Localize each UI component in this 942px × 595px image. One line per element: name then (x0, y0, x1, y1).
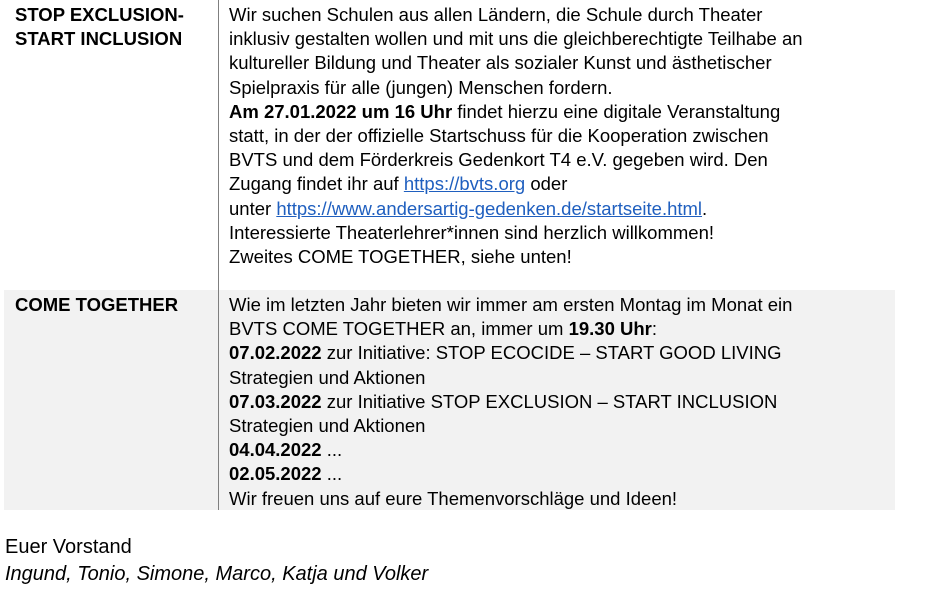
row-title-line: COME TOGETHER (15, 294, 179, 315)
body-text-line (229, 317, 895, 341)
row-title-line: START INCLUSION (15, 27, 183, 49)
body-text-fragment: findet hierzu eine digitale Veranstaltung (452, 100, 781, 122)
body-text-line: Wir suchen Schulen aus allen Ländern, die Schule durch Theater (229, 4, 763, 25)
spacer-left-cell (4, 268, 219, 290)
body-text-line: Strategien und Aktionen (229, 415, 426, 437)
body-text-fragment: unter (229, 197, 277, 219)
table-spacer-row (4, 268, 895, 290)
event-datetime: Am 27.01.2022 um 16 Uhr (229, 100, 453, 122)
body-text-fragment: . (702, 197, 708, 219)
table-row-come-together (4, 290, 895, 510)
body-text-fragment: zur Initiative: STOP ECOCIDE – START GOOD LIVING (321, 342, 782, 364)
body-text-fragment: oder (525, 173, 568, 195)
body-text-line: Interessierte Theaterlehrer*innen sind herzlich willkommen! (229, 221, 714, 243)
body-text-fragment: Zugang findet ihr auf (229, 173, 404, 195)
body-text-line: kultureller Bildung und Theater als sozialer Kunst und ästhetischer (229, 52, 772, 74)
body-text-fragment: ... (321, 439, 343, 461)
andersartig-gedenken-link[interactable]: https://www.andersartig-gedenken.de/startseite.html (276, 197, 703, 219)
meeting-date: 07.02.2022 (229, 342, 322, 364)
meeting-date: 02.05.2022 (229, 463, 322, 485)
body-text-line: Wir freuen uns auf eure Themenvorschläge und Ideen! (229, 487, 678, 509)
meeting-time: 19.30 Uhr (568, 318, 652, 340)
body-text-line (229, 462, 895, 486)
meeting-date: 07.03.2022 (229, 390, 322, 412)
body-text-fragment: ... (321, 463, 343, 485)
signature-block (5, 534, 428, 588)
row-title-line: STOP EXCLUSION- (15, 4, 184, 25)
body-text-line: BVTS und dem Förderkreis Gedenkort T4 e.V. gegeben wird. Den (229, 149, 768, 171)
body-text-line (229, 341, 895, 365)
body-text-line (229, 172, 895, 196)
signature-names: Ingund, Tonio, Simone, Marco, Katja und Volker (5, 563, 429, 585)
body-text-line (229, 197, 895, 221)
body-text-line: Zweites COME TOGETHER, siehe unten! (229, 246, 572, 268)
row-title-cell (4, 0, 219, 268)
row-title-cell (4, 290, 219, 510)
body-text-line (229, 390, 895, 414)
body-text-line: Wie im letzten Jahr bieten wir immer am ersten Montag im Monat ein (229, 294, 793, 315)
signature-greeting: Euer Vorstand (5, 536, 132, 558)
row-body-cell (219, 0, 895, 268)
meeting-date: 04.04.2022 (229, 439, 322, 461)
row-body-cell (219, 290, 895, 510)
body-text-fragment: zur Initiative STOP EXCLUSION – START INCLUSION (321, 390, 778, 412)
body-text-line: Spielpraxis für alle (jungen) Menschen fordern. (229, 76, 613, 98)
body-text-fragment: BVTS COME TOGETHER an, immer um (229, 318, 569, 340)
body-text-line: Strategien und Aktionen (229, 366, 426, 388)
info-table (4, 0, 895, 510)
bvts-link[interactable]: https://bvts.org (403, 173, 526, 195)
body-text-line (229, 100, 895, 124)
body-text-line: statt, in der der offizielle Startschuss für die Kooperation zwischen (229, 125, 769, 147)
table-row-stop-exclusion (4, 0, 895, 268)
body-text-fragment: : (651, 318, 658, 340)
body-text-line: inklusiv gestalten wollen und mit uns die gleichberechtigte Teilhabe an (229, 28, 803, 50)
body-text-line (229, 438, 895, 462)
